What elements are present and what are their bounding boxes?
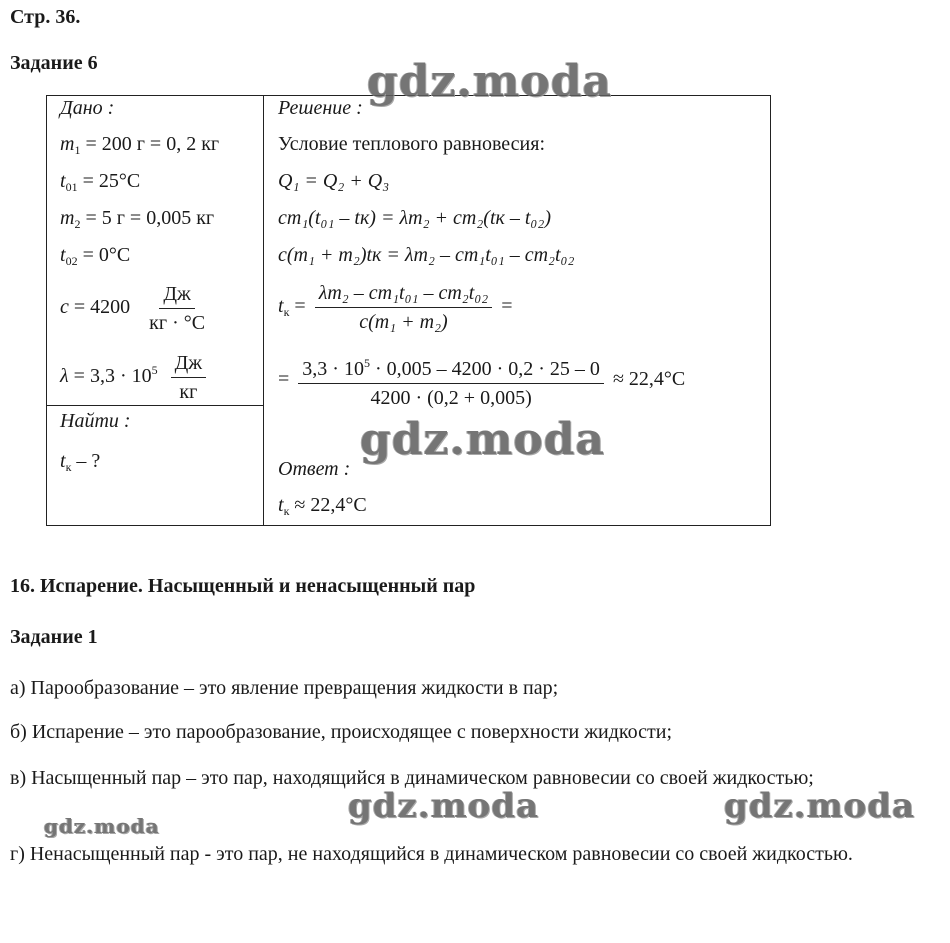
watermark-bottom-right: gdz.moda [724,786,916,826]
equation-4-denominator: c(m₁ + m₂) [359,311,448,333]
watermark-small: gdz.moda [44,814,160,838]
lambda-unit-den: кг [179,381,198,403]
equation-4-numerator: λm₂ – cm₁t₀₁ – cm₂t₀₂ [315,282,493,308]
watermark-middle: gdz.moda [360,414,606,465]
equation-5-result: ≈ 22,4°С [612,368,686,391]
page-label: Стр. 36. [10,6,81,28]
given-t01: $t_{01} = 25^\circ С$ [60,170,141,194]
c-unit-den: кг · °С [149,312,206,334]
task1-title: Задание 1 [10,626,98,648]
row-divider [46,405,264,406]
definition-a: а) Парообразование – это явление превращения жидкости в пар; [10,677,559,699]
equation-1: Q₁ = Q₂ + Q₃ [278,170,390,192]
given-lambda: $\lambda = 3,3 \cdot 10^5$ $\frac{Дж}{кг}$ [60,352,210,403]
definition-c: в) Насыщенный пар – это пар, находящийся в динамическом равновесии со своей жидкостью; [10,767,814,789]
definition-b: б) Испарение – это парообразование, происходящее с поверхности жидкости; [10,721,673,743]
given-m1: $m_1 = 200$ г = 0, 2 кг [60,133,220,157]
watermark-top: gdz.moda [367,56,613,107]
given-label: Дано : [60,97,115,119]
given-c: c = 4200 $\frac{Дж}{кг \cdot ^\circ С}$ [60,283,213,334]
equation-2: cm₁(t₀₁ – tк) = λm₂ + cm₂(tк – t₀₂) [278,207,551,229]
equation-5-denominator: 4200 · (0,2 + 0,005) [370,387,532,409]
solution-label: Решение : [278,97,363,119]
given-m2: $m_2 = 5$ г = 0,005 кг [60,207,215,231]
lambda-unit-num: Дж [171,352,206,378]
find-label: Найти : [60,410,131,432]
task6-title: Задание 6 [10,52,98,74]
equation-4: $t_к$ = $\frac{\text{λm₂ – cm₁t₀₁ – cm₂t₀₂}}{\text{c(m₁ + m₂)}}$ = [278,282,513,333]
c-unit-num: Дж [159,283,194,309]
equation-3: c(m₁ + m₂)tк = λm₂ – cm₁t₀₁ – cm₂t₀₂ [278,244,575,266]
watermark-bottom-center: gdz.moda [348,786,540,826]
answer-label: Ответ : [278,458,351,480]
answer-value: $t_к \approx 22,4^\circ С$ [278,494,367,518]
definition-d: г) Ненасыщенный пар - это пар, не находящийся в динамическом равновесии со своей жидкостью. [10,843,853,865]
section-title: 16. Испарение. Насыщенный и ненасыщенный пар [10,575,476,597]
equation-5: = $\frac{3,3 \cdot 10^5 \cdot 0,005 - 4200 \cdot 0,2 \cdot 25 - 0}{4200 \cdot (0,2 + 0,005)}$ ≈ 22,4°С [278,352,685,409]
equilibrium-condition: Условие теплового равновесия: [278,133,546,155]
given-t02: $t_{02} = 0^\circ С$ [60,244,131,268]
equation-5-numerator: $3,3 \cdot 10^5 \cdot 0,005 - 4200 \cdot 0,2 \cdot 25 - 0$ [298,352,604,384]
find-value: $t_к$ – ? [60,450,101,474]
column-divider [263,95,264,526]
